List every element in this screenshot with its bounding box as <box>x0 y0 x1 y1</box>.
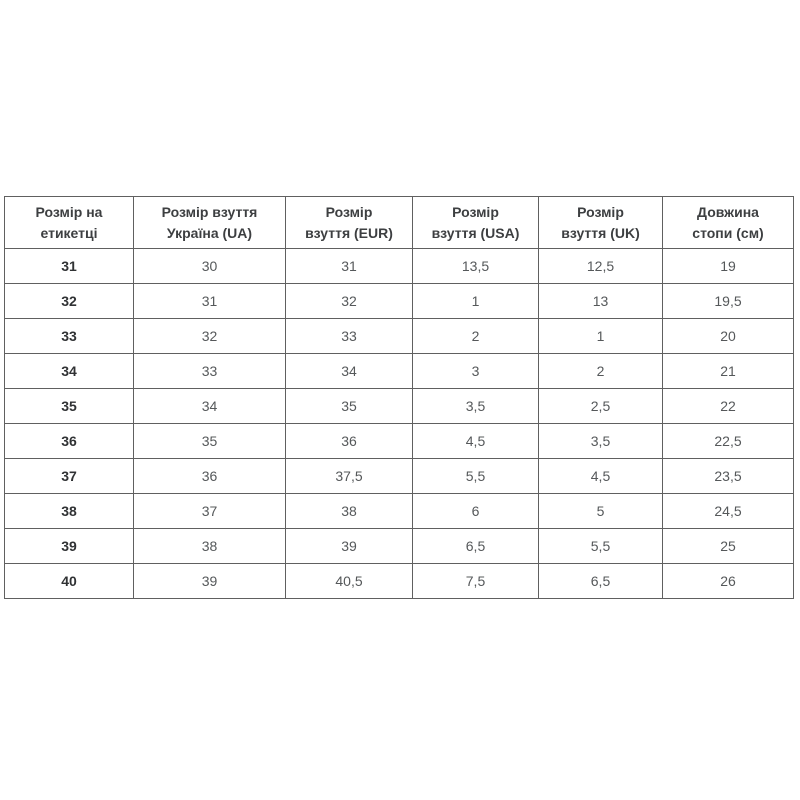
header-line1: Розмір взуття <box>161 204 258 221</box>
value-cell: 36 <box>134 459 286 494</box>
table-row <box>5 284 794 319</box>
value-cell: 19 <box>663 249 794 284</box>
header-line1: Розмір <box>452 204 499 221</box>
value-cell: 37,5 <box>286 459 413 494</box>
value-cell: 5,5 <box>539 529 663 564</box>
header-line2: стопи (см) <box>692 224 764 241</box>
value-cell: 3 <box>413 354 539 389</box>
header-cell-usa-size <box>413 197 539 249</box>
value-cell: 3,5 <box>539 424 663 459</box>
value-cell: 35 <box>286 389 413 424</box>
table-row <box>5 459 794 494</box>
header-cell-eur-size <box>286 197 413 249</box>
value-cell: 22,5 <box>663 424 794 459</box>
value-cell: 2,5 <box>539 389 663 424</box>
value-cell: 12,5 <box>539 249 663 284</box>
value-cell: 1 <box>413 284 539 319</box>
value-cell: 23,5 <box>663 459 794 494</box>
label-cell: 38 <box>5 494 134 529</box>
value-cell: 39 <box>134 564 286 599</box>
label-cell: 35 <box>5 389 134 424</box>
value-cell: 20 <box>663 319 794 354</box>
value-cell: 32 <box>286 284 413 319</box>
label-cell: 31 <box>5 249 134 284</box>
value-cell: 21 <box>663 354 794 389</box>
value-cell: 38 <box>134 529 286 564</box>
label-cell: 36 <box>5 424 134 459</box>
value-cell: 33 <box>134 354 286 389</box>
value-cell: 19,5 <box>663 284 794 319</box>
label-cell: 34 <box>5 354 134 389</box>
value-cell: 1 <box>539 319 663 354</box>
value-cell: 6,5 <box>413 529 539 564</box>
header-line2: етикетці <box>40 224 98 241</box>
value-cell: 34 <box>286 354 413 389</box>
value-cell: 4,5 <box>539 459 663 494</box>
value-cell: 13 <box>539 284 663 319</box>
header-line2: взуття (EUR) <box>305 224 393 241</box>
header-line2: взуття (UK) <box>561 224 640 241</box>
value-cell: 3,5 <box>413 389 539 424</box>
value-cell: 33 <box>286 319 413 354</box>
header-line1: Довжина <box>697 204 759 221</box>
value-cell: 35 <box>134 424 286 459</box>
value-cell: 30 <box>134 249 286 284</box>
table-row <box>5 564 794 599</box>
label-cell: 39 <box>5 529 134 564</box>
header-line2: Україна (UA) <box>166 224 253 241</box>
header-cell-uk-size <box>539 197 663 249</box>
value-cell: 24,5 <box>663 494 794 529</box>
header-cell-label-size <box>5 197 134 249</box>
value-cell: 39 <box>286 529 413 564</box>
header-line1: Розмір <box>577 204 624 221</box>
value-cell: 25 <box>663 529 794 564</box>
table-row <box>5 529 794 564</box>
shoe-size-table <box>4 196 794 599</box>
value-cell: 6 <box>413 494 539 529</box>
table-row <box>5 319 794 354</box>
value-cell: 31 <box>286 249 413 284</box>
value-cell: 2 <box>413 319 539 354</box>
table-row <box>5 494 794 529</box>
value-cell: 38 <box>286 494 413 529</box>
value-cell: 5 <box>539 494 663 529</box>
table-row <box>5 249 794 284</box>
value-cell: 34 <box>134 389 286 424</box>
value-cell: 2 <box>539 354 663 389</box>
value-cell: 22 <box>663 389 794 424</box>
table-body <box>5 249 794 599</box>
table-row <box>5 354 794 389</box>
value-cell: 7,5 <box>413 564 539 599</box>
table-row <box>5 389 794 424</box>
label-cell: 32 <box>5 284 134 319</box>
value-cell: 40,5 <box>286 564 413 599</box>
value-cell: 37 <box>134 494 286 529</box>
header-line1: Розмір на <box>35 204 103 221</box>
label-cell: 40 <box>5 564 134 599</box>
value-cell: 13,5 <box>413 249 539 284</box>
header-line2: взуття (USA) <box>431 224 520 241</box>
header-row <box>5 197 794 249</box>
table-row <box>5 424 794 459</box>
header-cell-foot-length <box>663 197 794 249</box>
value-cell: 26 <box>663 564 794 599</box>
label-cell: 33 <box>5 319 134 354</box>
table-header <box>5 197 794 249</box>
value-cell: 6,5 <box>539 564 663 599</box>
header-cell-ua-size <box>134 197 286 249</box>
label-cell: 37 <box>5 459 134 494</box>
value-cell: 36 <box>286 424 413 459</box>
value-cell: 32 <box>134 319 286 354</box>
value-cell: 4,5 <box>413 424 539 459</box>
header-line1: Розмір <box>325 204 373 221</box>
value-cell: 5,5 <box>413 459 539 494</box>
value-cell: 31 <box>134 284 286 319</box>
